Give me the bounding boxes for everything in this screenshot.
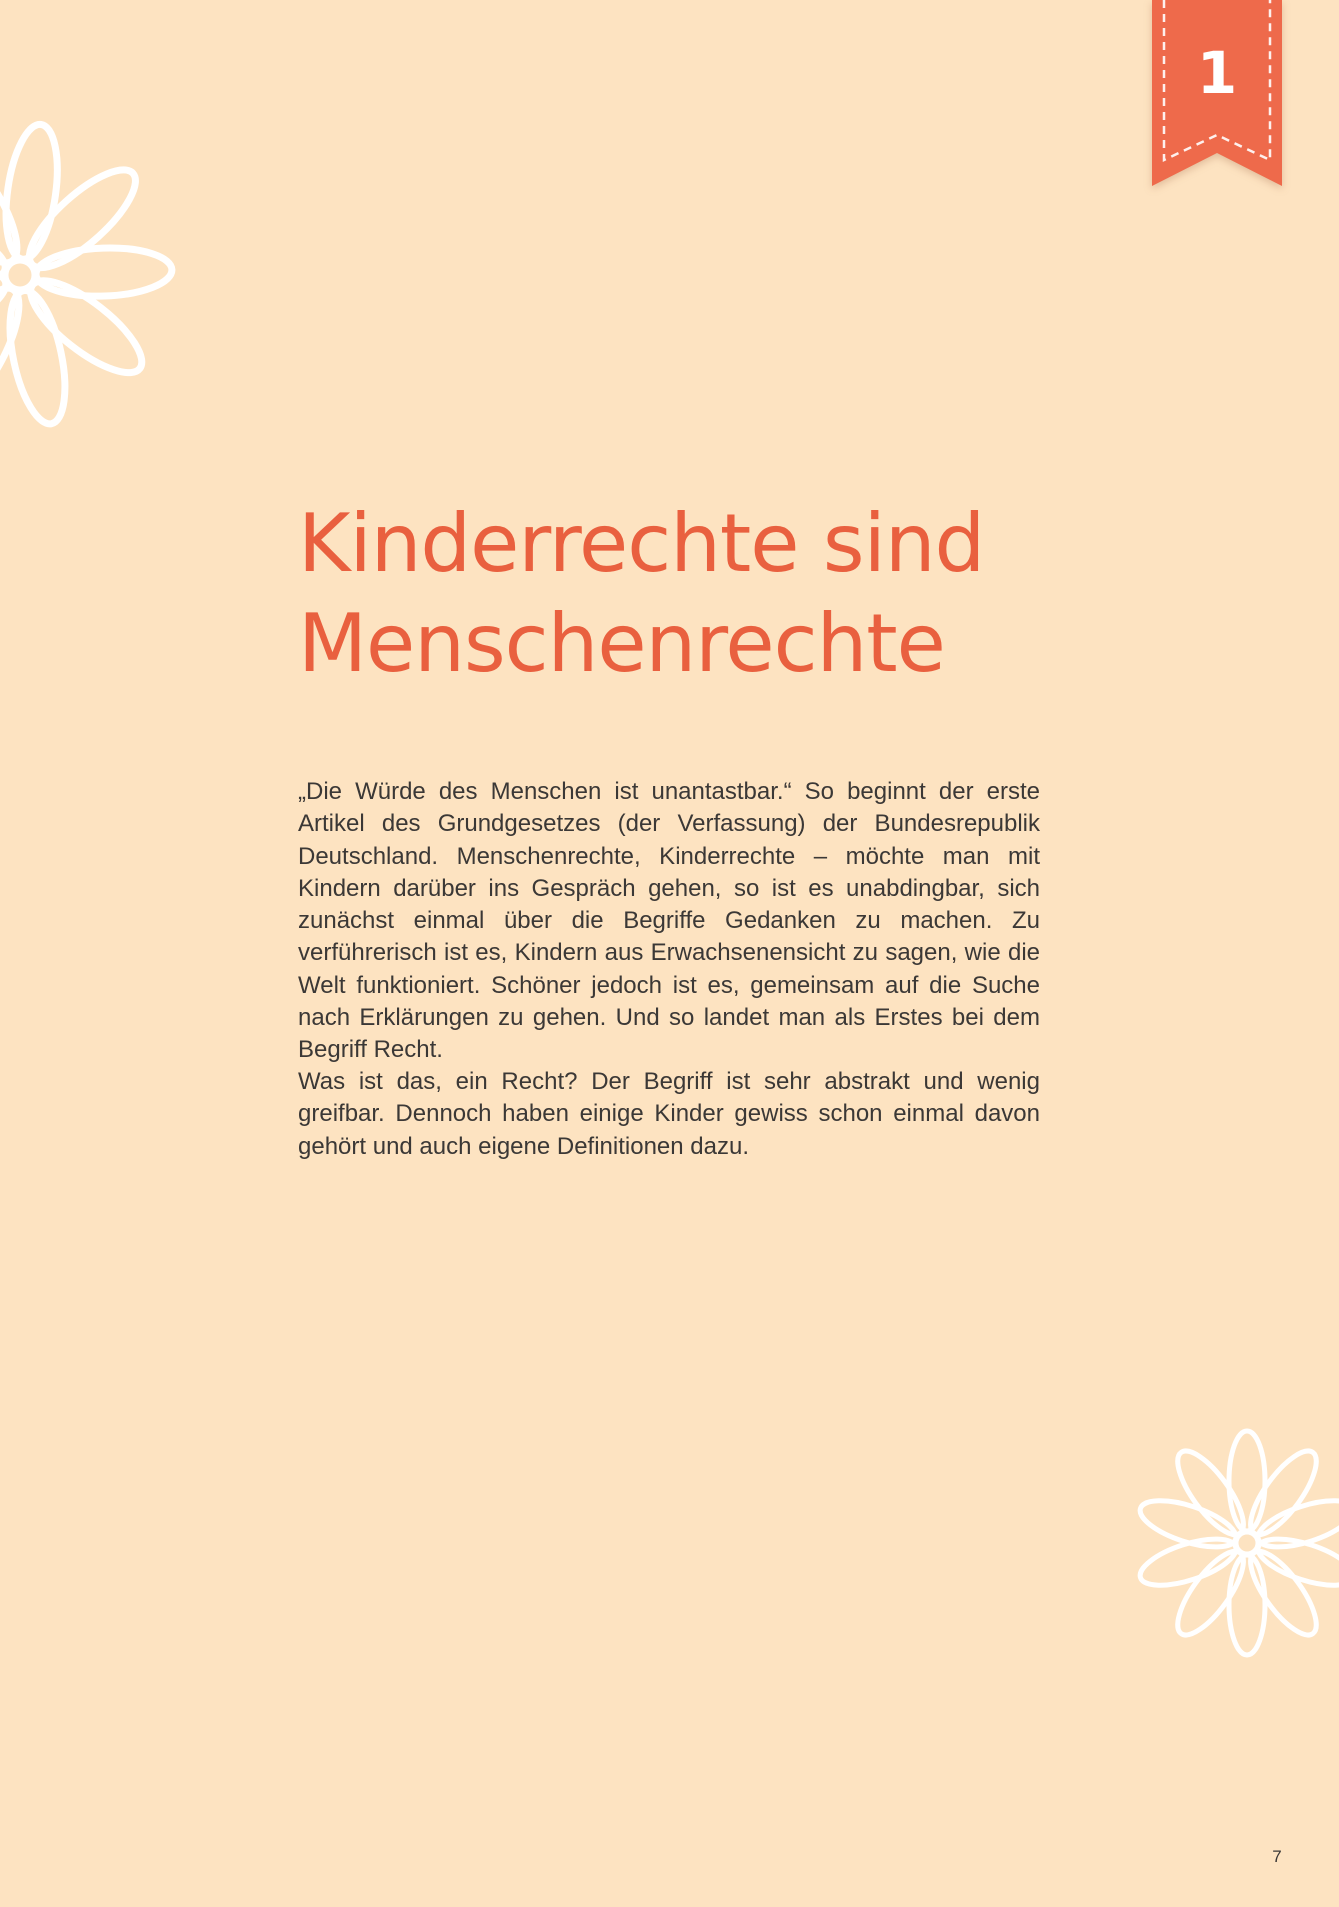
- chapter-number: 1: [1196, 39, 1238, 107]
- page-title: [298, 494, 1098, 694]
- title-line-2: Menschenrechte: [298, 597, 945, 690]
- chapter-ribbon: [1152, 0, 1282, 190]
- daisy-flower-icon: [1122, 1418, 1339, 1668]
- question-paragraph: Was ist das, ein Recht? Der Begriff ist sehr abstrakt und wenig greifbar. Dennoch haben einige Kinder gewiss schon einmal davon gehört und auch eigene Definitionen dazu.: [298, 1068, 1040, 1160]
- intro-paragraph: „Die Würde des Menschen ist unantastbar.“ So beginnt der erste Artikel des Grundgesetzes (der Verfassung) der Bundesrepublik Deutschland. Menschenrechte, Kinderrechte – möchte man mit Kindern darüber ins Gespräch gehen, so ist es unabdingbar, sich zunächst einmal über die Begriffe Gedanken zu machen. Zu verführerisch ist es, Kindern aus Erwachsenensicht zu sagen, wie die Welt funktioniert. Schöner jedoch ist es, gemeinsam auf die Suche nach Erklärungen zu gehen. Und so landet man als Erstes bei dem Begriff Recht.: [298, 778, 1040, 1064]
- page-number: 7: [1272, 1847, 1282, 1866]
- title-line-1: Kinderrechte sind: [298, 497, 985, 590]
- daisy-flower-icon: [0, 100, 195, 450]
